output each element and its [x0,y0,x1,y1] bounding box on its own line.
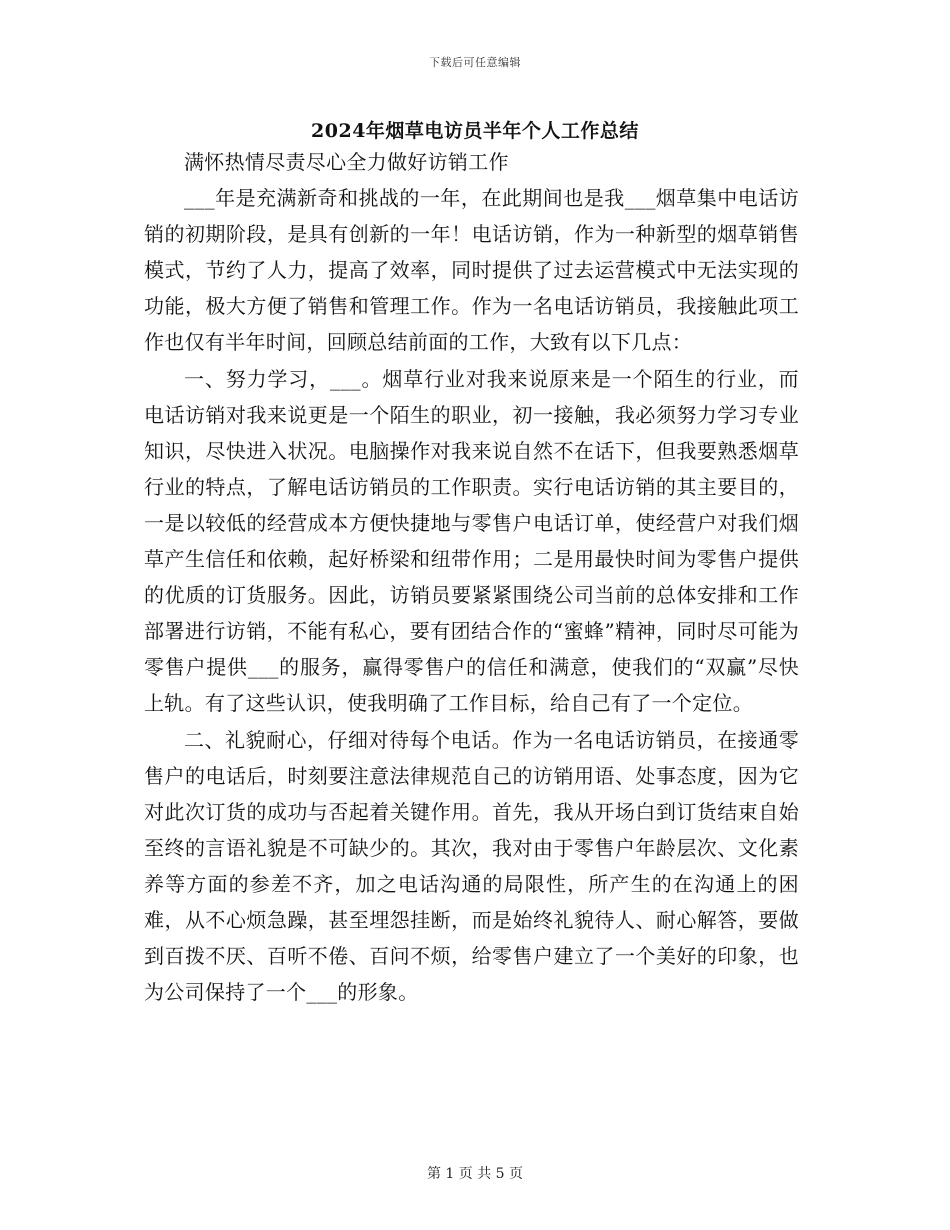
document-title: 2024年烟草电访员半年个人工作总结 [311,120,639,142]
section-one-paragraph: 一、努力学习，___。烟草行业对我来说原来是一个陌生的行业，而电话访销对我来说更是一个陌生的职业，初一接触，我必须努力学习专业知识，尽快进入状况。电脑操作对我来说自然不在话下，但我要熟悉烟草行业的特点，了解电话访销员的工作职责。实行电话访销的其主要目的，一是以较低的经营成本方便快捷地与零售户电话订单，使经营户对我们烟草产生信任和依赖，起好桥梁和纽带作用；二是用最快时间为零售户提供的优质的订货服务。因此，访销员要紧紧围绕公司当前的总体安排和工作部署进行访销，不能有私心，要有团结合作的“蜜蜂”精神，同时尽可能为零售户提供___的服务，赢得零售户的信任和满意，使我们的“双赢”尽快上轨。有了这些认识，使我明确了工作目标，给自己有了一个定位。 [144,366,799,716]
page-number: 第 1 页 共 5 页 [426,1166,524,1182]
header-note: 下载后可任意编辑 [429,56,521,69]
intro-paragraph: ___年是充满新奇和挑战的一年，在此期间也是我___烟草集中电话访销的初期阶段，是具有创新的一年！电话访销，作为一种新型的烟草销售模式，节约了人力，提高了效率，同时提供了过去运营模式中无法实现的功能，极大方便了销售和管理工作。作为一名电话访销员，我接触此项工作也仅有半年时间，回顾总结前面的工作，大致有以下几点： [144,186,799,355]
section-two-paragraph: 二、礼貌耐心，仔细对待每个电话。作为一名电话访销员，在接通零售户的电话后，时刻要注意法律规范自己的访销用语、处事态度，因为它对此次订货的成功与否起着关键作用。首先，我从开场白到订货结束自始至终的言语礼貌是不可缺少的。其次，我对由于零售户年龄层次、文化素养等方面的参差不齐，加之电话沟通的局限性，所产生的在沟通上的困难，从不心烦急躁，甚至埋怨挂断，而是始终礼貌待人、耐心解答，要做到百拨不厌、百听不倦、百问不烦，给零售户建立了一个美好的印象，也为公司保持了一个___的形象。 [144,727,799,1005]
subtitle-paragraph: 满怀热情尽责尽心全力做好访销工作 [184,150,509,174]
document-body [144,144,799,1010]
